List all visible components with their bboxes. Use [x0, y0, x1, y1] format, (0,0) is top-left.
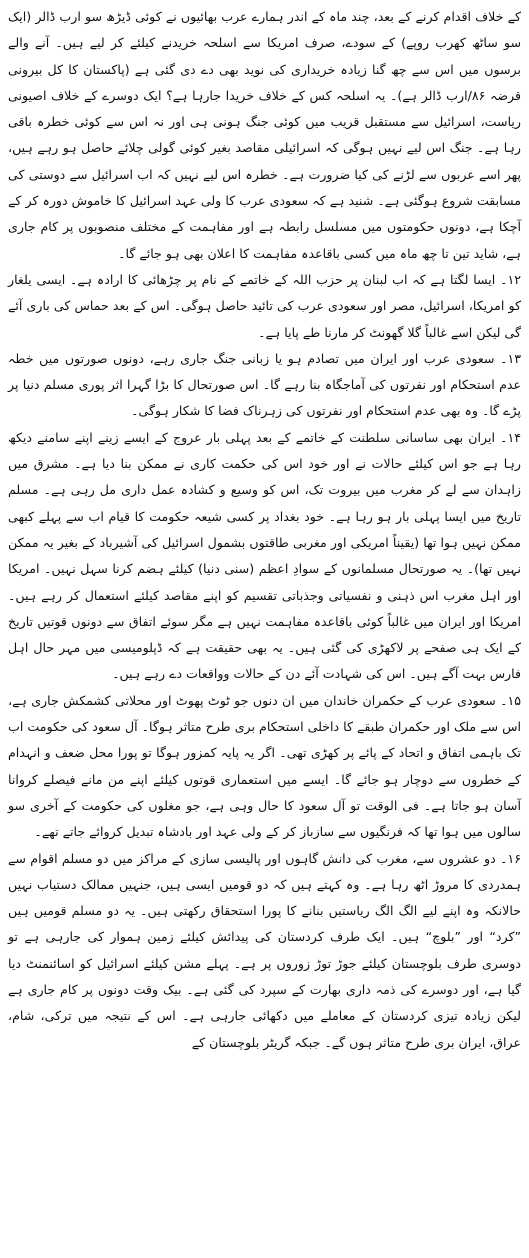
- paragraph-point-13: ۱۳۔ سعودی عرب اور ایران میں تصادم ہو یا زبانی جنگ جاری رہے، دونوں صورتوں میں خطہ عدم استحکام اور نفرتوں کی آماجگاہ بنا رہے گا۔ اس صورتحال کا بڑا گہرا اثر پوری مسلم دنیا پر پڑے گا۔ وہ بھی عدم استحکام اور نفرتوں کی زہرناک فضا کا شکار ہوگی۔: [8, 350, 521, 419]
- paragraph-point-16: ۱۶۔ دو عشروں سے، مغرب کی دانش گاہوں اور پالیسی سازی کے مراکز میں دو مسلم اقوام سے ہمدردی کا مروڑ اٹھ رہا ہے۔ وہ کہتے ہیں کہ دو قومیں ایسی ہیں، جنہیں ممالک دستیاب نہیں حالانکہ وہ اپنے لیے الگ الگ ریاستیں بنانے کا پورا استحقاق رکھتی ہیں۔ یہ دو مسلم قومیں ہیں ”کرد“ اور ”بلوچ“ ہیں۔ ایک طرف کردستان کی پیدائش کیلئے زمین ہموار کی جارہی ہے تو دوسری طرف بلوچستان کیلئے جوڑ توڑ زوروں پر ہے۔ پہلے مشن کیلئے اسرائیل کو اسائنمنٹ دیا گیا ہے، اور دوسرے کی ذمہ داری بھارت کے سپرد کی گئی ہے۔ بیک وقت دونوں پر کام جاری ہے لیکن زیادہ تیزی کردستان کے معاملے میں دکھائی جارہی ہے۔ اس کے نتیجہ میں ترکی، شام، عراق، ایران بری طرح متاثر ہوں گے۔ جبکہ گریٹر بلوچستان کے: [8, 850, 521, 1050]
- paragraph-point-15: ۱۵۔ سعودی عرب کے حکمران خاندان میں ان دنوں جو ٹوٹ پھوٹ اور محلاتی کشمکش جاری ہے، اس سے ملک اور حکمران طبقے کا داخلی استحکام بری طرح متاثر ہوگا۔ آل سعود کی حکومت اب تک باہمی اتفاق و اتحاد کے پائے پر کھڑی تھی۔ اگر یہ پایہ کمزور ہوگا تو پورا محل ضعف و انہدام کے خطروں سے دوچار ہو جائے گا۔ ایسے میں استعماری قوتوں کیلئے اپنے من مانے فیصلے کروانا آسان ہو جاتا ہے۔ فی الوقت تو آل سعود کا حال وہی ہے، جو مغلوں کی حکومت کے آخری سو سالوں میں ہوا تھا کہ فرنگیوں سے سازباز کر کے ولی عہد اور بادشاہ تبدیل کروائے جاتے تھے۔: [8, 692, 521, 840]
- paragraph-intro: کے خلاف اقدام کرنے کے بعد، چند ماہ کے اندر ہمارے عرب بھائیوں نے کوئی ڈیڑھ سو ارب ڈالر (ایک سو ساٹھ کھرب روپے) کے سودے، صرف امریکا سے اسلحہ خریدنے کیلئے کر لیے ہیں۔ آنے والے برسوں میں اس سے چھ گنا زیادہ خریداری کی نوید بھی دے دی گئی ہے (پاکستان کا کل بیرونی قرضہ ۸۶/ارب ڈالر ہے)۔ یہ اسلحہ کس کے خلاف خریدا جارہا ہے؟ ایک دوسرے کے خلاف اصیونی ریاست، اسرائیل سے مستقبل قریب میں کوئی جنگ ہونی ہی اور نہ اس سے کوئی خطرہ باقی رہا ہے۔ جنگ اس لیے نہیں ہوگی کہ اسرائیلی مقاصد بغیر کوئی گولی چلائے حاصل ہو رہے ہیں، پھر اسے عربوں سے لڑنے کی کیا ضرورت ہے۔ خطرہ اس لیے نہیں کہ اب اسرائیل سے دوستی کی مسابقت شروع ہوگئی ہے۔ شنید ہے کہ سعودی عرب کا ولی عہد اسرائیل کا خاموش دورہ کر کے آچکا ہے، دونوں حکومتوں میں مسلسل رابطہ ہے اور مفاہمت کے مختلف منصوبوں پر کام جاری ہے، شاید تین تا چھ ماہ میں کسی باقاعدہ مفاہمت کا اعلان بھی ہو جائے گا۔: [8, 9, 522, 261]
- paragraph-point-14: ۱۴۔ ایران بھی ساسانی سلطنت کے خاتمے کے بعد پہلی بار عروج کے ایسے زینے اپنے سامنے دیکھ رہا ہے جو اس کیلئے حالات نے اور خود اس کی حکمت کاری نے ممکن بنا دیا ہے۔ مشرق میں زاہدان سے لے کر مغرب میں بیروت تک، اس کو وسیع و کشادہ عمل داری مل رہی ہے۔ مسلم تاریخ میں ایسا پہلی بار ہو رہا ہے۔ خود بغداد پر کسی شیعہ حکومت کا قیام اب سے پہلے کبھی ممکن نہیں ہوا تھا (یقیناً امریکی اور مغربی طاقتوں بشمول اسرائیل کی آشیرباد کے بغیر یہ ممکن نہیں تھا)۔ یہ صورتحال مسلمانوں کے سوادِ اعظم (سنی دنیا) کیلئے ہضم کرنا سہل نہیں۔ امریکا اور اہل مغرب اس ذہنی و نفسیاتی وجذباتی تقسیم کو اپنے مقاصد کیلئے استعمال کر رہے ہیں۔ امریکا اور ایران میں غالباً کوئی باقاعدہ مفاہمت نہیں ہے مگر سوئے اتفاق سے دونوں قوتیں تاریخ کے ایک ہی صفحے پر لاکھڑی کی گئی ہیں۔ یہ بھی حقیقت ہے کہ ڈپلومیسی میں مہر حال اہل فارس بہت آگے ہیں۔ اس کی شہادت آئے دن کے حالات وواقعات دے رہے ہیں۔: [8, 429, 521, 682]
- paragraph-point-12: ۱۲۔ ایسا لگتا ہے کہ اب لبنان پر حزب اللہ کے خاتمے کے نام پر چڑھائی کا ارادہ ہے۔ ایسی یلغار کو امریکا، اسرائیل، مصر اور سعودی عرب کی تائید حاصل ہوگی۔ اس کے بعد حماس کی باری آئے گی لیکن اسے غالباً گلا گھونٹ کر مارنا طے پایا ہے۔: [8, 271, 521, 340]
